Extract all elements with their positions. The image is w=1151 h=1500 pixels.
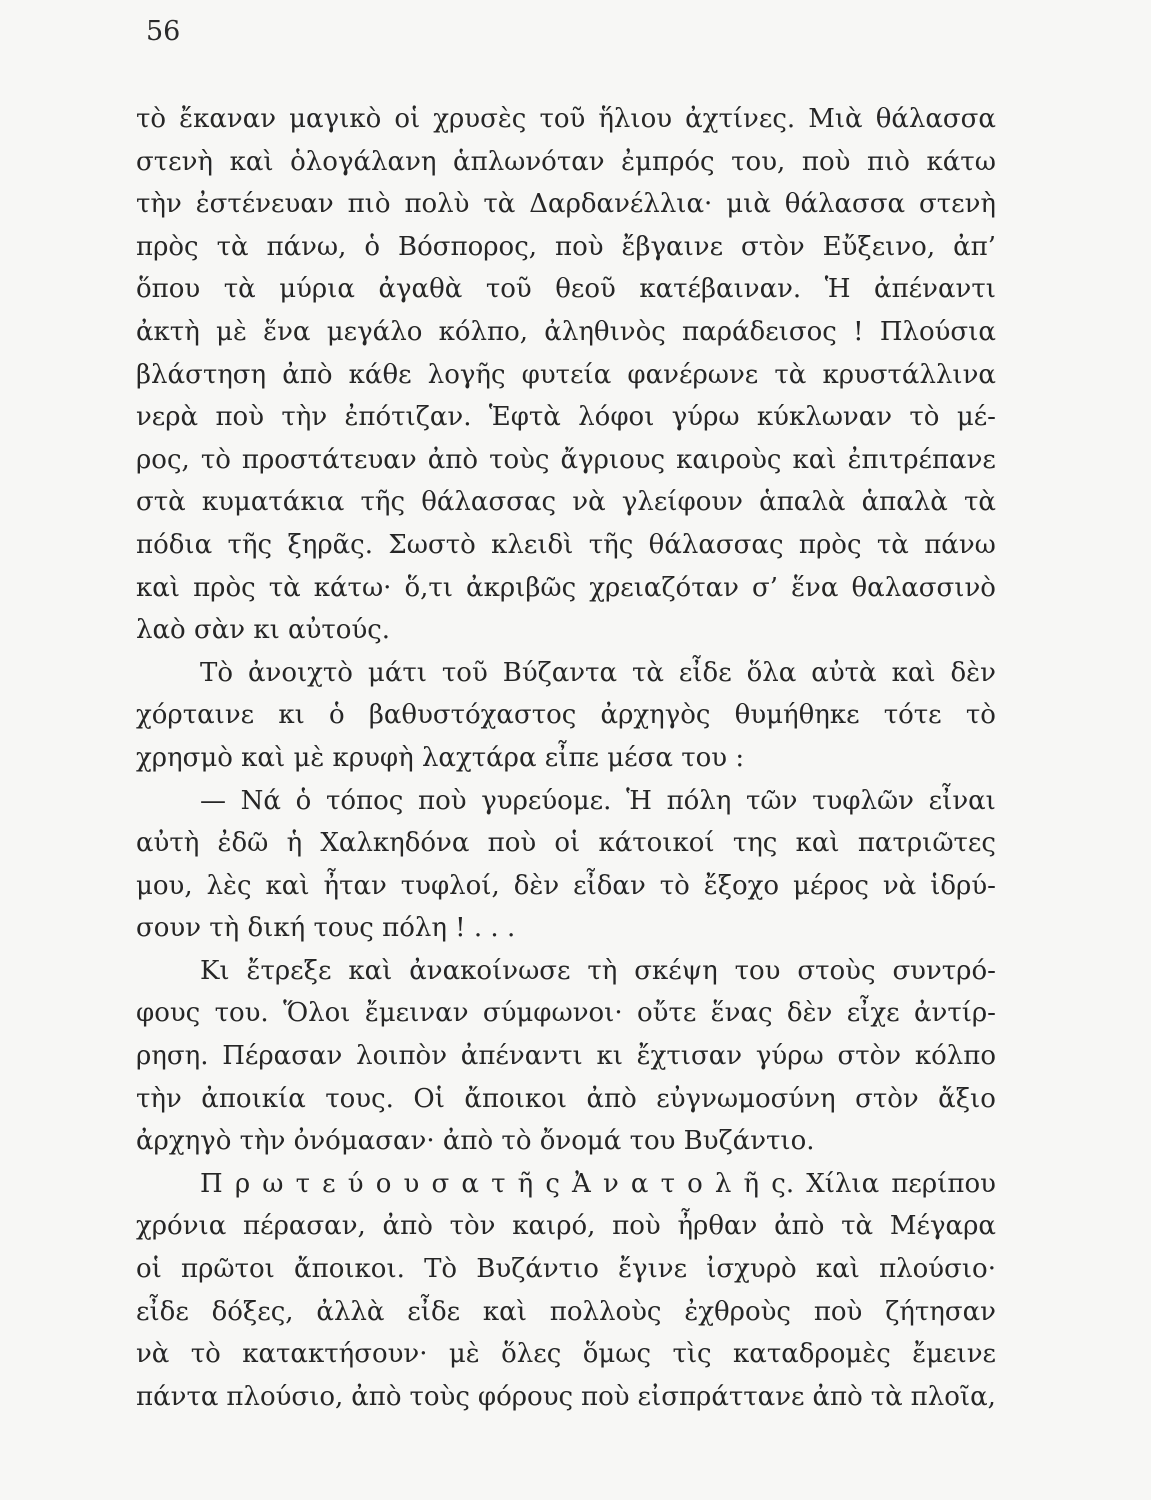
text-line: αὐτὴ ἐδῶ ἡ Χαλκηδόνα ποὺ οἱ κάτοικοί της καὶ πατριῶτες — [136, 828, 996, 859]
text-line: πόδια τῆς ξηρᾶς. Σωστὸ κλειδὶ τῆς θάλασσας πρὸς τὰ πάνω — [136, 529, 996, 560]
text-line: Κι ἔτρεξε καὶ ἀνακοίνωσε τὴ σκέψη του στοὺς συντρό- — [200, 955, 996, 986]
text-line: ὅπου τὰ μύρια ἀγαθὰ τοῦ θεοῦ κατέβαιναν. Ἡ ἀπέναντι — [136, 274, 996, 305]
text-line: ρηση. Πέρασαν λοιπὸν ἀπέναντι κι ἔχτισαν γύρω στὸν κόλπο — [136, 1041, 996, 1072]
text-line: τὴν ἀποικία τους. Οἱ ἄποικοι ἀπὸ εὐγνωμοσύνη στὸν ἄξιο — [136, 1083, 996, 1114]
text-line: — Νά ὁ τόπος ποὺ γυρεύομε. Ἡ πόλη τῶν τυφλῶν εἶναι — [200, 785, 996, 816]
text-line: ἀκτὴ μὲ ἕνα μεγάλο κόλπο, ἀληθινὸς παράδεισος ! Πλούσια — [136, 316, 996, 347]
text-line: ρος, τὸ προστάτευαν ἀπὸ τοὺς ἄγριους καιροὺς καὶ ἐπιτρέπανε — [136, 444, 996, 475]
text-line: καὶ πρὸς τὰ κάτω· ὅ,τι ἀκριβῶς χρειαζόταν σ’ ἕνα θαλασσινὸ — [136, 572, 996, 603]
text-line: βλάστηση ἀπὸ κάθε λογῆς φυτεία φανέρωνε τὰ κρυστάλλινα — [136, 359, 996, 390]
text-line: οἱ πρῶτοι ἄποικοι. Τὸ Βυζάντιο ἔγινε ἰσχυρὸ καὶ πλούσιο· — [136, 1254, 996, 1285]
text-line: μου, λὲς καὶ ἦταν τυφλοί, δὲν εἶδαν τὸ ἔξοχο μέρος νὰ ἱδρύ- — [136, 870, 996, 901]
text-line: λαὸ σὰν κι αὐτούς. — [136, 615, 391, 646]
text-line: σουν τὴ δική τους πόλη ! . . . — [136, 913, 516, 944]
text-line: στενὴ καὶ ὁλογάλανη ἁπλωνόταν ἐμπρός του, ποὺ πιὸ κάτω — [136, 146, 996, 177]
text-line: πρὸς τὰ πάνω, ὁ Βόσπορος, ποὺ ἔβγαινε στὸν Εὔξεινο, ἀπ’ — [136, 231, 996, 262]
text-line: τὴν ἐστένευαν πιὸ πολὺ τὰ Δαρδανέλλια· μιὰ θάλασσα στενὴ — [136, 189, 996, 220]
page-number: 56 — [146, 16, 181, 47]
text-line: χόρταινε κι ὁ βαθυστόχαστος ἀρχηγὸς θυμήθηκε τότε τὸ — [136, 700, 996, 731]
text-line: πάντα πλούσιο, ἀπὸ τοὺς φόρους ποὺ εἰσπράττανε ἀπὸ τὰ πλοῖα, — [136, 1381, 996, 1412]
text-line: χρόνια πέρασαν, ἀπὸ τὸν καιρό, ποὺ ἦρθαν ἀπὸ τὰ Μέγαρα — [136, 1211, 996, 1242]
text-line: φους του. Ὅλοι ἔμειναν σύμφωνοι· οὔτε ἕνας δὲν εἶχε ἀντίρ- — [136, 998, 996, 1029]
text-line: εἶδε δόξες, ἀλλὰ εἶδε καὶ πολλοὺς ἐχθροὺς ποὺ ζήτησαν — [136, 1296, 996, 1327]
text-line: ἀρχηγὸ τὴν ὀνόμασαν· ἀπὸ τὸ ὄνομά του Βυζάντιο. — [136, 1126, 815, 1157]
body-text — [136, 98, 996, 1418]
text-line: νὰ τὸ κατακτήσουν· μὲ ὅλες ὅμως τὶς καταδρομὲς ἔμεινε — [136, 1339, 996, 1370]
text-line: τὸ ἔκαναν μαγικὸ οἱ χρυσὲς τοῦ ἥλιου ἀχτίνες. Μιὰ θάλασσα — [136, 104, 996, 134]
text-line: στὰ κυματάκια τῆς θάλασσας νὰ γλείφουν ἁπαλὰ ἁπαλὰ τὰ — [136, 487, 996, 518]
text-line: Τὸ ἀνοιχτὸ μάτι τοῦ Βύζαντα τὰ εἶδε ὅλα αὐτὰ καὶ δὲν — [200, 657, 996, 688]
text-line: Π ρ ω τ ε ύ ο υ σ α τ ῆ ς Ἀ ν α τ ο λ ῆ ς. Χίλια περίπου — [200, 1168, 996, 1199]
text-line: νερὰ ποὺ τὴν ἐπότιζαν. Ἑφτὰ λόφοι γύρω κύκλωναν τὸ μέ- — [136, 402, 996, 433]
text-line: χρησμὸ καὶ μὲ κρυφὴ λαχτάρα εἶπε μέσα του : — [136, 742, 745, 773]
